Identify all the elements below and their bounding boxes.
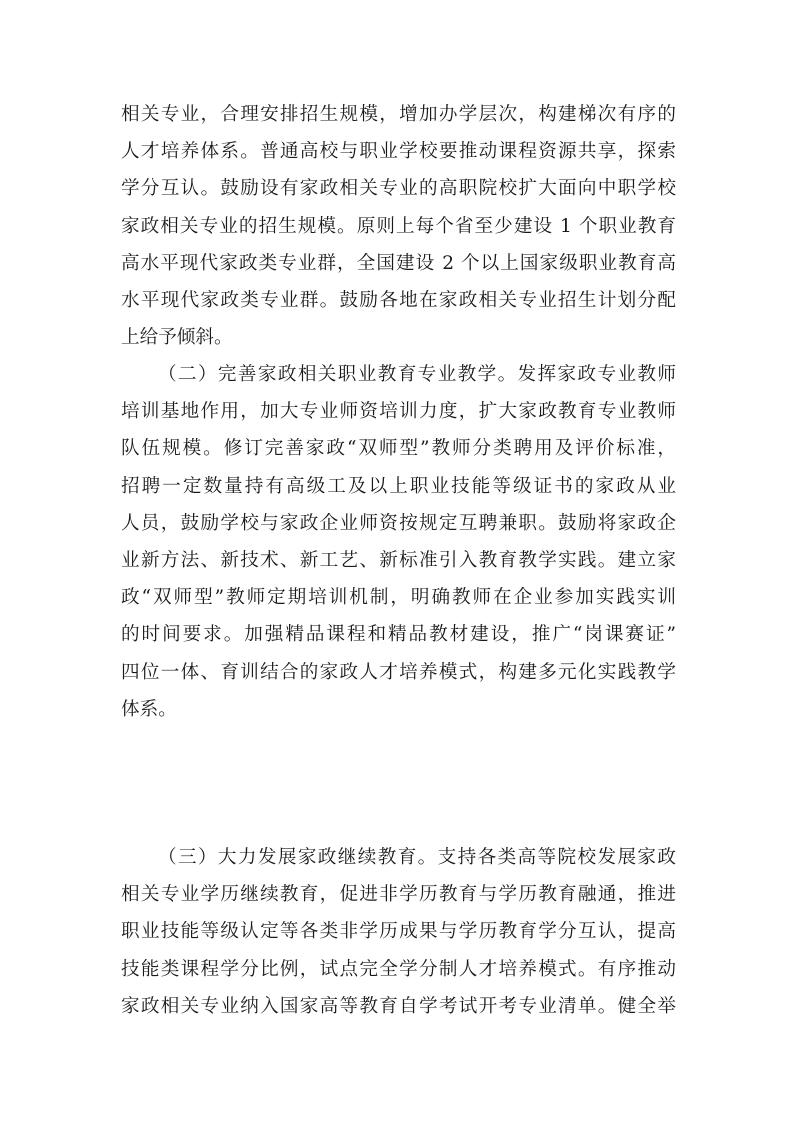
text-line: 培训基地作用，加大专业师资培训力度，扩大家政教育专业教师 [121, 401, 676, 423]
text-line: （二）完善家政相关职业教育专业教学。发挥家政专业教师 [158, 364, 676, 385]
text-line: 四位一体、育训结合的家政人才培养模式，构建多元化实践教学 [121, 661, 676, 683]
text-line: 体系。 [121, 698, 177, 720]
text-line: 高水平现代家政类专业群，全国建设 2 个以上国家级职业教育高 [121, 252, 676, 274]
text-line: 家政相关专业纳入国家高等教育自学考试开考专业清单。健全举 [121, 995, 676, 1017]
text-line: 水平现代家政类专业群。鼓励各地在家政相关专业招生计划分配 [121, 289, 676, 311]
text-line: 政“双师型”教师定期培训机制，明确教师在企业参加实践实训 [121, 587, 676, 609]
paragraph-enrollment-continued [121, 96, 676, 356]
text-line: 学分互认。鼓励设有家政相关专业的高职院校扩大面向中职学校 [121, 178, 676, 200]
text-line: 队伍规模。修订完善家政“双师型”教师分类聘用及评价标准， [121, 438, 676, 460]
paragraph-teaching [121, 356, 676, 728]
text-line: 上给予倾斜。 [121, 327, 233, 349]
text-line: 的时间要求。加强精品课程和精品教材建设，推广“岗课赛证” [121, 624, 676, 646]
text-line: 职业技能等级认定等各类非学历成果与学历教育学分互认，提高 [121, 921, 676, 943]
text-line: （三）大力发展家政继续教育。支持各类高等院校发展家政 [158, 847, 676, 868]
text-line: 招聘一定数量持有高级工及以上职业技能等级证书的家政从业 [121, 475, 676, 497]
text-line: 相关专业，合理安排招生规模，增加办学层次，构建梯次有序的 [121, 104, 676, 125]
paragraph-continuing-education [121, 839, 676, 1025]
text-line: 人才培养体系。普通高校与职业学校要推动课程资源共享，探索 [121, 141, 676, 163]
text-line: 家政相关专业的招生规模。原则上每个省至少建设 1 个职业教育 [121, 215, 676, 237]
text-line: 技能类课程学分比例，试点完全学分制人才培养模式。有序推动 [121, 958, 676, 980]
text-line: 人员，鼓励学校与家政企业师资按规定互聘兼职。鼓励将家政企 [121, 512, 676, 534]
text-line: 相关专业学历继续教育，促进非学历教育与学历教育融通，推进 [121, 884, 676, 906]
text-line: 业新方法、新技术、新工艺、新标准引入教育教学实践。建立家 [121, 549, 676, 571]
